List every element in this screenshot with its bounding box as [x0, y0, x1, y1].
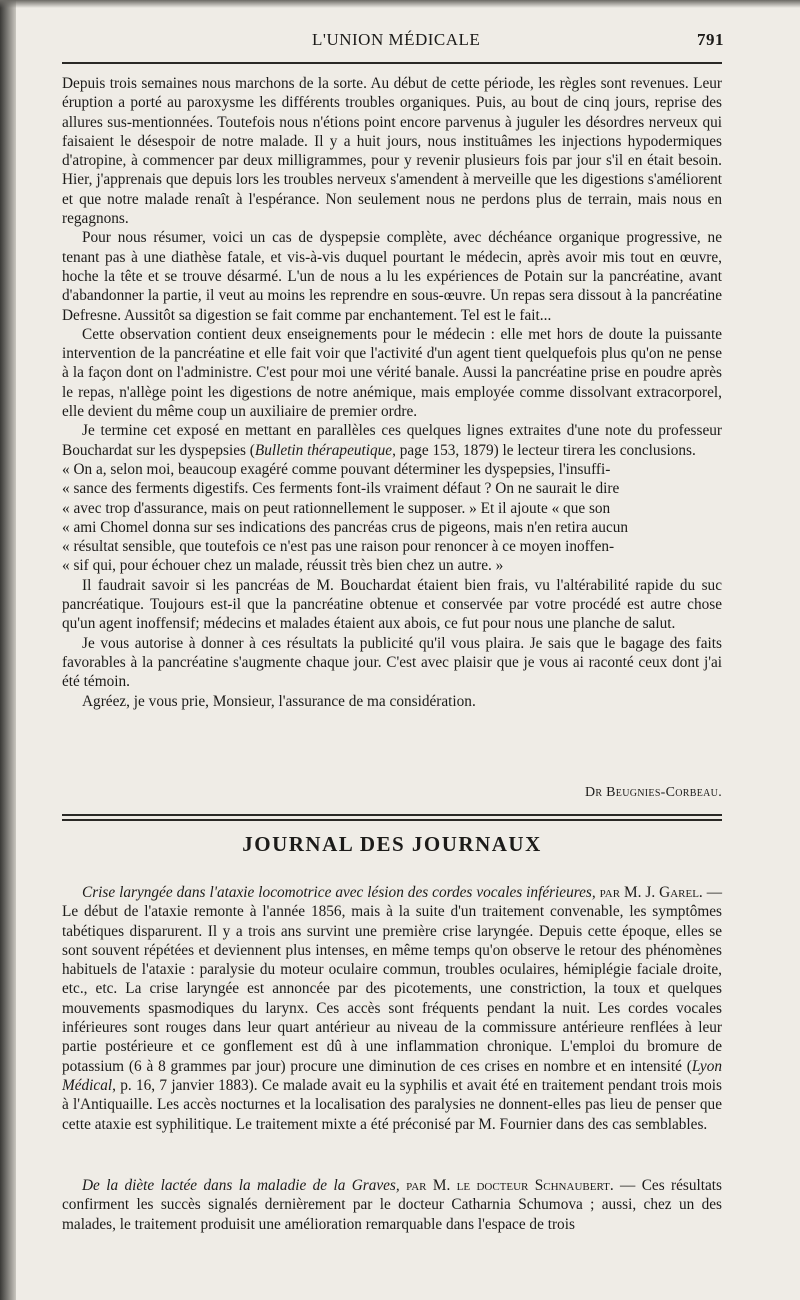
bulletin-citation: Bulletin thérapeutique: [254, 441, 393, 459]
bouchardat-quote: [62, 460, 722, 576]
letter-paragraph-1: Depuis trois semaines nous marchons de la sorte. Au début de cette période, les règles sont revenues. Leur éruption a porté au paroxysme les différents troubles organiques. Puis, au bout de cinq jours, reprise des allures sus-mentionnées. Toutefois nous n'étions point encore parvenus à juguler les désordres nerveux qui faisaient le désespoir de notre malade. Il y a huit jours, nous instituâmes les injections hypodermiques d'atropine, à commencer par deux milligrammes, pour y revenir plusieurs fois par jour s'il en était besoin. Hier, j'apprenais que depuis lors les troubles nerveux s'amendent à merveille que les digestions s'améliorent et que notre malade renaît à l'espérance. Non seulement nous ne perdons plus de terrain, mais nous en regagnons.: [62, 75, 722, 228]
letter-paragraph-6: Je vous autorise à donner à ces résultats la publicité qu'il vous plaira. Je sais que le bagage des faits favorables à la pancréatine s'augmente chaque jour. C'est avec plaisir que je vous ai raconté ceux dont j'ai été témoin.: [62, 634, 722, 691]
quote-line: « avec trop d'assurance, mais on peut rationnellement le supposer. » Et il ajoute « que son: [62, 499, 611, 517]
letter-body: [62, 74, 722, 711]
binding-shadow: [0, 0, 16, 1300]
paragraph-4-text-a: Je termine cet exposé en mettant en parallèles ces quelques lignes extraites d'une note du professeur Bouchardat sur les dyspepsies (: [62, 422, 722, 459]
top-shadow: [0, 0, 800, 8]
running-title: L'UNION MÉDICALE: [312, 30, 481, 49]
article-1-author: par M. J. Garel.: [599, 884, 703, 901]
quote-line: « sance des ferments digestifs. Ces ferments font-ils vraiment défaut ? On ne saurait le dire: [62, 480, 620, 498]
letter-closing: Agréez, je vous prie, Monsieur, l'assurance de ma considération.: [82, 692, 476, 710]
letter-paragraph-2: Pour nous résumer, voici un cas de dyspepsie complète, avec déchéance organique progressive, ne tenant pas à une diathèse fatale, et vis-à-vis duquel pourtant le médecin, après avoir mis tout en œuvre, hoche la tête et se trouve désarmé. L'un de nous a lu les expériences de Potain sur la pancréatine, avant d'abandonner la partie, il veut au moins les reprendre en sous-œuvre. Un repas sera dissout à la pancréatine Defresne. Aussitôt sa digestion se fait comme par enchantement. Tel est le fait...: [62, 229, 722, 324]
lyon-medical-citation: Lyon Médical: [62, 1057, 722, 1094]
header-rule: [62, 62, 722, 64]
article-1-title: Crise laryngée dans l'ataxie locomotrice avec lésion des cordes vocales inférieures,: [82, 884, 596, 901]
article-2-title: De la diète lactée dans la maladie de la Graves,: [82, 1177, 400, 1194]
section-rule: [62, 814, 722, 821]
section-title: JOURNAL DES JOURNAUX: [242, 832, 542, 856]
page-number: 791: [697, 30, 724, 49]
quote-line: « sif qui, pour échouer chez un malade, réussit très bien chez un autre. »: [62, 557, 504, 575]
quote-line: « résultat sensible, que toutefois ce n'est pas une raison pour renoncer à ce moyen inoffen-: [62, 538, 615, 556]
page-header: [64, 30, 724, 54]
article-1-body-a: — Le début de l'ataxie remonte à l'année 1856, mais à la suite d'un traitement convenable, les symptômes tabétiques disparurent. Il y a trois ans survint une première crise laryngée. Depuis cette époque, elles se sont souvent répétées et deviennent plus intenses, en même temps qu'on observe le retour des phénomènes habituels de l'ataxie : paralysie du moteur oculaire commun, troubles oculaires, hémiplégie faciale droite, etc., etc. La crise laryngée est annoncée par des picotements, une constriction, la toux et quelques mouvements spasmodiques du larynx. Ces accès sont fréquents pendant la nuit. Les cordes vocales inférieures sont rouges dans leur quart antérieur au niveau de la commissure antérieure renflées à leur partie postérieure et ce gonflement est dû à une inflammation chronique. L'emploi du bromure de potassium (6 à 8 grammes par jour) procure une diminution de ces crises en nombre et en intensité (: [62, 884, 723, 1075]
signature: Dr Beugnies-Corbeau.: [584, 785, 722, 800]
article-2-paragraph: [62, 1176, 722, 1234]
article-milk-diet: [62, 1176, 722, 1234]
letter-paragraph-3: Cette observation contient deux enseignements pour le médecin : elle met hors de doute la puissante intervention de la pancréatine et elle fait voir que l'activité d'un agent tient quelquefois plus qu'on ne pense à la façon dont on l'administre. C'est pour moi une vérité banale. Aussi la pancréatine prise en poudre après le repas, n'allège point les digestions de notre anémique, mais employée comme dissolvant extracorporel, elle devient du même coup un auxiliaire de premier ordre.: [62, 325, 722, 421]
article-1-paragraph: [62, 883, 722, 1134]
article-2-author: par M. le docteur Schnaubert.: [406, 1177, 614, 1194]
quote-line: « ami Chomel donna sur ses indications des pancréas crus de pigeons, mais n'en retira aucun: [62, 518, 629, 536]
letter-paragraph-4: [62, 421, 722, 460]
article-1-body-b: , p. 16, 7 janvier 1883). Ce malade avait eu la syphilis et avait été en traitement pendant trois mois à l'Antiquaille. Les accès nocturnes et la localisation des paralysies ne donnent-elles pas lieu de penser que cette ataxie est syphilitique. Le traitement mixte a été préconisé par M. Fournier dans des cas semblables.: [62, 1076, 722, 1133]
article-laryngeal-crisis: [62, 883, 722, 1134]
article-2-body: — Ces résultats confirment les succès signalés dernièrement par le docteur Catharnia Schumova ; aussi, chez un des malades, le traitement produisit une amélioration remarquable dans l'espace de trois: [62, 1177, 723, 1233]
paragraph-4-text-b: , page 153, 1879) le lecteur tirera les conclusions.: [392, 441, 696, 459]
quote-line: « On a, selon moi, beaucoup exagéré comme pouvant déterminer les dyspepsies, l'insuffi-: [62, 460, 611, 478]
letter-paragraph-5: Il faudrait savoir si les pancréas de M. Bouchardat étaient bien frais, vu l'altérabilité rapide du suc pancréatique. Toujours est-il que la pancréatine obtenue et conservée par votre procédé est autre chose qu'un agent inoffensif; médecins et malades étaient aux abois, ce fut pour nous une planche de salut.: [62, 576, 722, 633]
